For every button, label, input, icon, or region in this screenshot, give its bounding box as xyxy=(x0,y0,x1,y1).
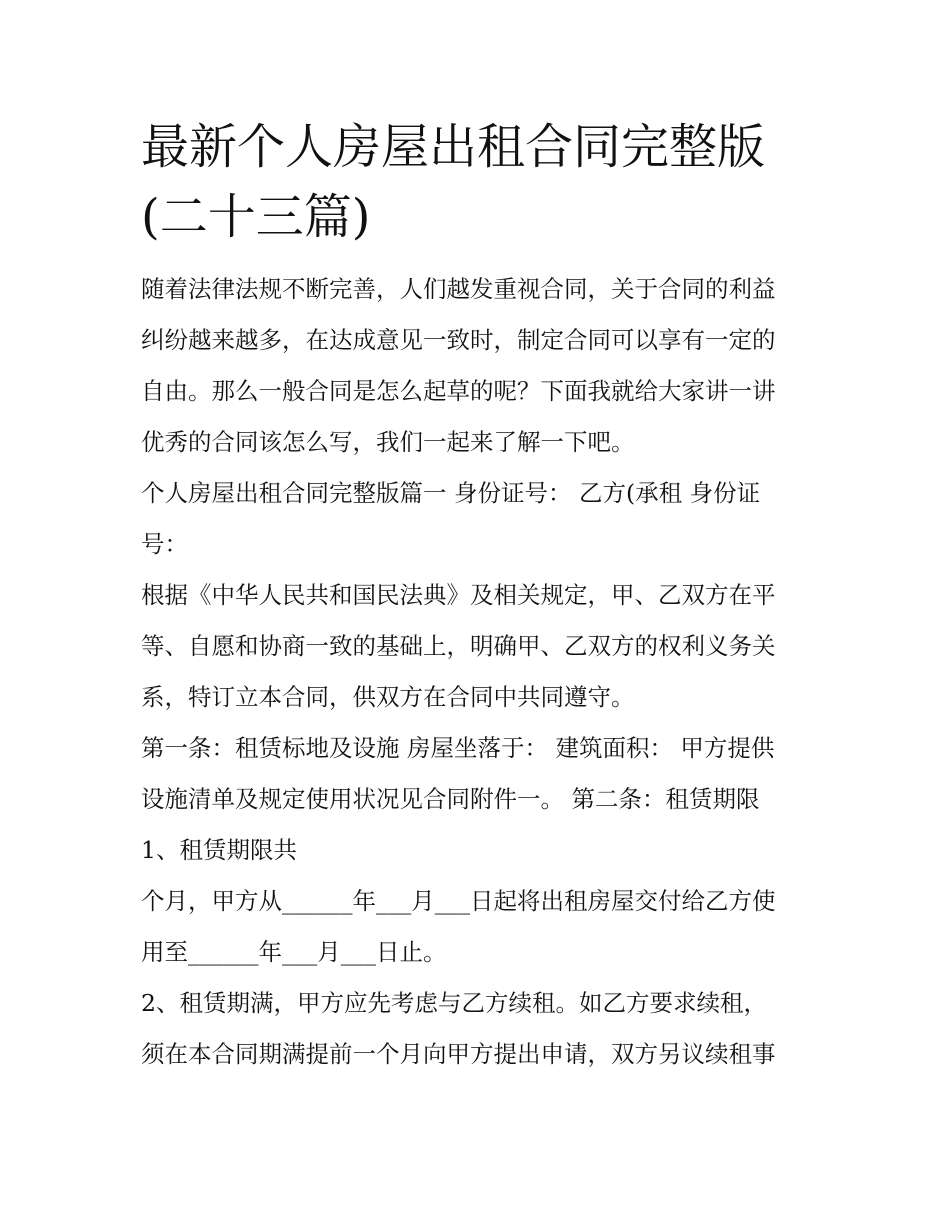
lease-term-item-2 xyxy=(141,978,813,1080)
text-line: 系，特订立本合同，供双方在合同中共同遵守。 xyxy=(141,683,635,711)
text-line: 设施清单及规定使用状况见合同附件一。 第二条：租赁期限 xyxy=(141,785,760,813)
text-line: 1、租赁期限共 xyxy=(141,836,297,864)
text-line: 优秀的合同该怎么写，我们一起来了解一下吧。 xyxy=(141,428,635,456)
text-line: 自由。那么一般合同是怎么起草的呢？下面我就给大家讲一讲 xyxy=(141,377,776,405)
title-line: (二十三篇) xyxy=(141,189,371,245)
text-line: 根据《中华人民共和国民法典》及相关规定，甲、乙双方在平 xyxy=(141,581,776,609)
text-line: 第一条：租赁标地及设施 房屋坐落于： 建筑面积： 甲方提供 xyxy=(141,734,775,762)
legal-basis-paragraph xyxy=(141,570,813,723)
text-line: 用至______年___月___日止。 xyxy=(141,938,447,966)
text-line: 2、租赁期满，甲方应先考虑与乙方续租。如乙方要求续租， xyxy=(141,989,767,1017)
text-line: 个人房屋出租合同完整版篇一 身份证号： 乙方(承租 身份证 xyxy=(141,479,761,507)
lease-term-item-1 xyxy=(141,825,813,876)
text-line: 号： xyxy=(141,530,188,558)
lease-term-dates-paragraph xyxy=(141,876,813,978)
contract-header-paragraph xyxy=(141,468,813,570)
text-line: 须在本合同期满提前一个月向甲方提出申请，双方另议续租事 xyxy=(141,1040,776,1068)
title-line: 最新个人房屋出租合同完整版 xyxy=(141,119,766,175)
intro-paragraph xyxy=(141,264,813,468)
text-line: 纠纷越来越多，在达成意见一致时，制定合同可以享有一定的 xyxy=(141,326,776,354)
text-line: 等、自愿和协商一致的基础上，明确甲、乙双方的权利义务关 xyxy=(141,632,776,660)
text-line: 个月，甲方从______年___月___日起将出租房屋交付给乙方使 xyxy=(141,887,776,915)
document-title xyxy=(141,112,813,252)
document-body xyxy=(141,112,813,1080)
article-one-paragraph xyxy=(141,723,813,825)
text-line: 随着法律法规不断完善，人们越发重视合同，关于合同的利益 xyxy=(141,275,776,303)
